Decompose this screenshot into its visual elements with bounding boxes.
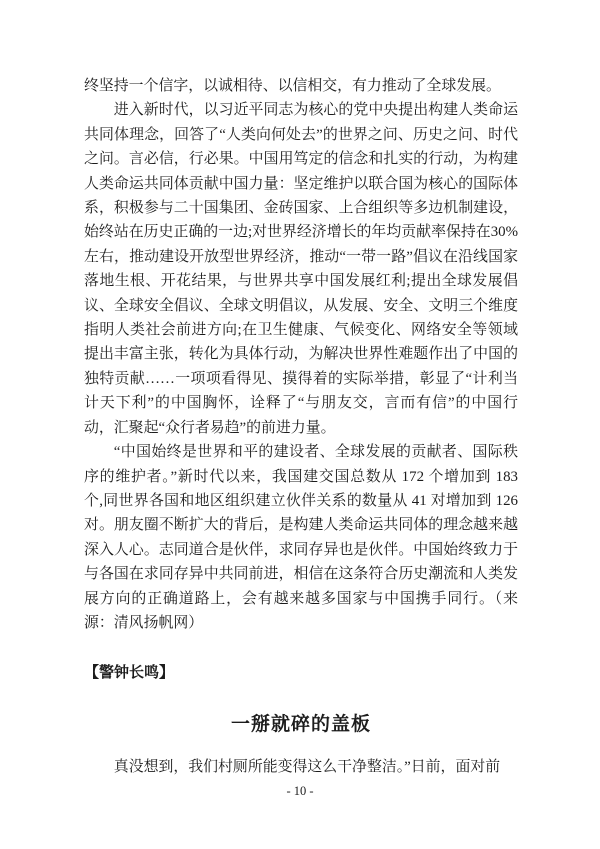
article-lead-paragraph: 真没想到，我们村厕所能变得这么干净整洁。”日前，面对前	[113, 758, 501, 775]
paragraph-new-era: 进入新时代，以习近平同志为核心的党中央提出构建人类命运共同体理念，回答了“人类向何处去”的世界之问、历史之问、时代之问。言必信，行必果。中国用笃定的信念和扎实的行动，为构建人类命运共同体贡献中国力量：坚定维护以联合国为核心的国际体系，积极参与二十国集团、金砖国家、上合组织等多边机制建设，始终站在历史正确的一边;对世界经济增长的年均贡献率保持在30%左右，推动建设开放型世界经济，推动“一带一路”倡议在沿线国家落地生根、开花结果，与世界共享中国发展红利;提出全球发展倡议、全球安全倡议、全球文明倡议，从发展、安全、文明三个维度指明人类社会前进方向;在卫生健康、气候变化、网络安全等领域提出丰富主张，转化为具体行动，为解决世界性难题作出了中国的独特贡献……一项项看得见、摸得着的实际举措，彰显了“计利当计天下利”的中国胸怀，诠释了“与朋友交，言而有信”的中国行动，汇聚起“众行者易趋”的前进力量。	[84, 102, 518, 436]
document-body	[84, 74, 518, 779]
paragraph-continuation: 终坚持一个信字，以诚相待、以信相交，有力推动了全球发展。	[84, 78, 501, 94]
paragraph-partnerships: “中国始终是世界和平的建设者、全球发展的贡献者、国际秩序的维护者。”新时代以来，我国建交国总数从 172 个增加到 183 个,同世界各国和地区组织建立伙伴关系的数量从 41 对增加到 126 对。朋友圈不断扩大的背后，是构建人类命运共同体的理念越来越深入人心。志同道合是伙伴，求同存异也是伙伴。中国始终致力于与各国在求同存异中共同前进，相信在这条符合历史潮流和人类发展方向的正确道路上，会有越来越多国家与中国携手同行。（来源：清风扬帆网）	[84, 444, 518, 631]
section-marker: 【警钟长鸣】	[84, 665, 175, 682]
article-title: 一掰就碎的盖板	[230, 713, 371, 735]
page-number: - 10 -	[286, 784, 314, 798]
